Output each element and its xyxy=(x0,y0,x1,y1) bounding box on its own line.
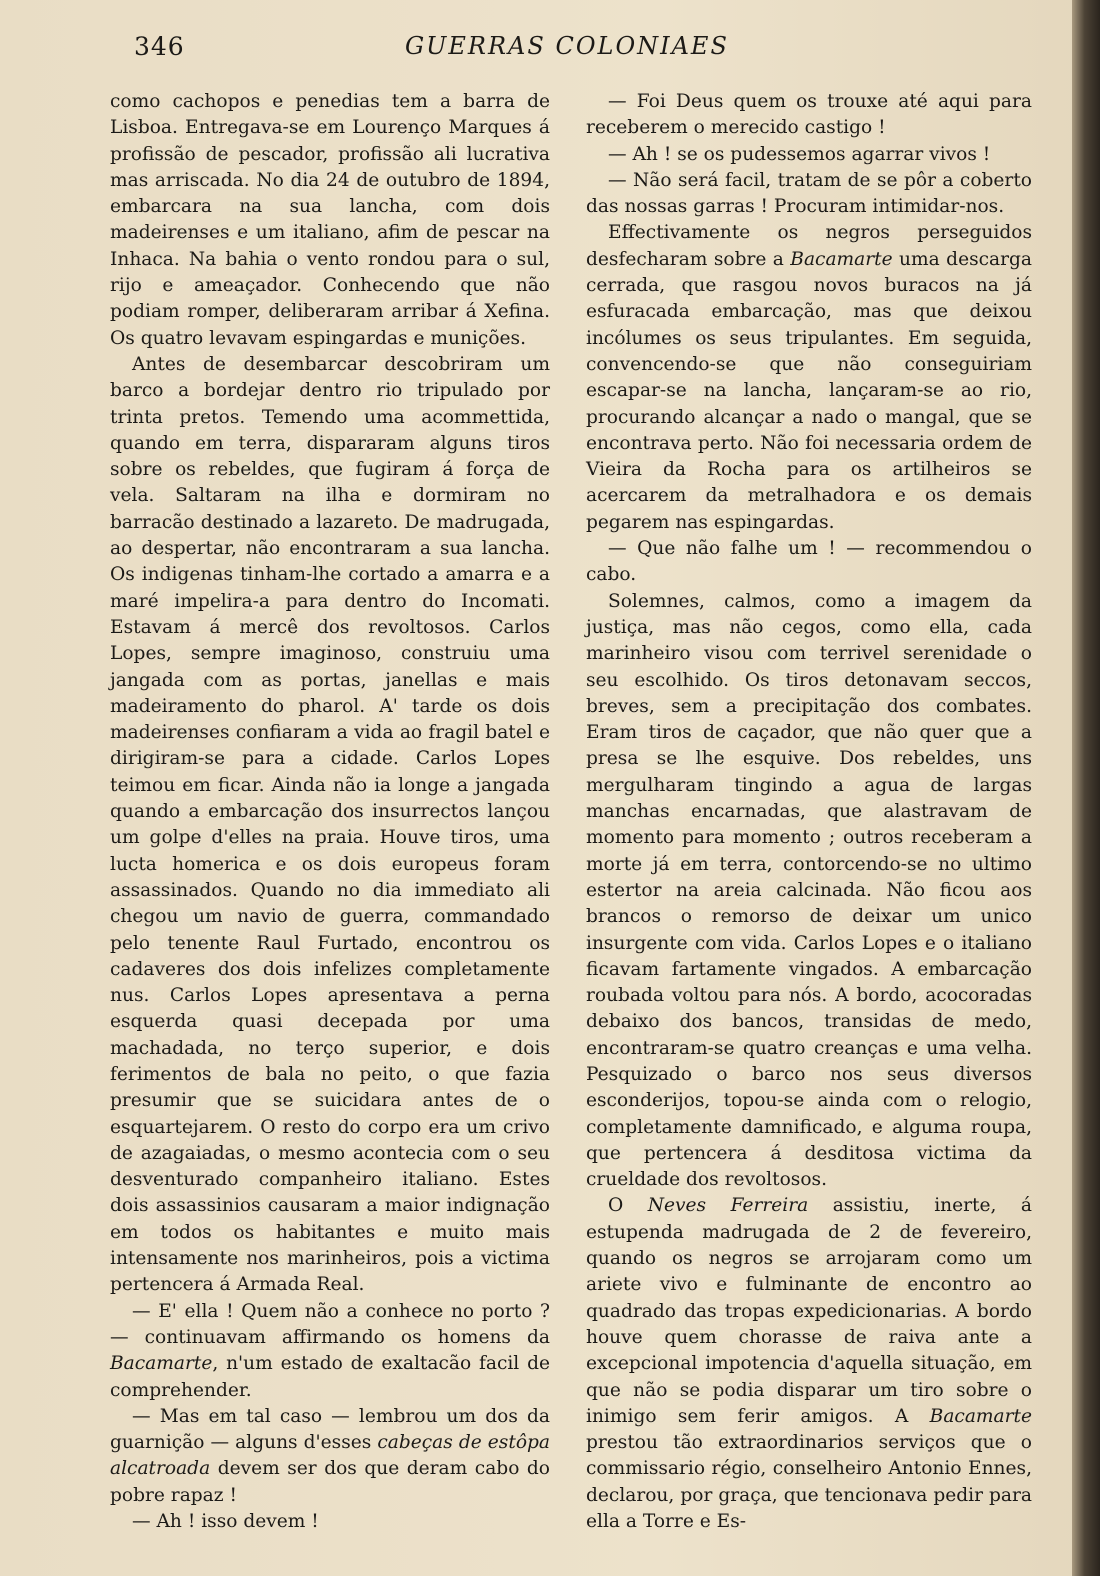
boat-name: Bacamarte xyxy=(110,1353,213,1375)
page-number: 346 xyxy=(134,32,185,61)
right-column xyxy=(586,89,1032,1535)
page-header xyxy=(0,28,1070,68)
text-run: O xyxy=(608,1195,648,1217)
text-run: assistiu, inerte, á estupenda madrugada de 2 de fevereiro, quando os negros se arrojaram como um ariete vivo e fulminante de encontro ao quadrado das tropas expedicionarias. A bordo houve quem chorasse de raiva ante a excepcional impotencia d'aquella situação, em que não se podia disparar um tiro sobre o inimigo sem ferir amigos. A xyxy=(586,1195,1033,1427)
dialogue-paragraph xyxy=(110,1299,550,1404)
italic-phrase: cabeças de estôpa alcatroada xyxy=(110,1432,550,1480)
paragraph: Solemnes, calmos, como a imagem da justiça, mas não cegos, como ella, cada marinheiro visou com terrivel serenidade o seu escolhido. Os tiros detonavam seccos, breves, sem a precipitação dos combates. Eram tiros de caçador, que não quer que a presa se lhe esquive. Dos rebeldes, uns mergulharam tingindo a agua de largas manchas encarnadas, que alastravam de momento para momento ; outros receberam a morte já em terra, contorcendo-se no ultimo estertor na areia calcinada. Não ficou aos brancos o remorso de deixar um unico insurgente com vida. Carlos Lopes e o italiano ficavam fartamente vingados. A embarcação roubada voltou para nós. A bordo, acocoradas debaixo dos bancos, transidas de medo, encontraram-se quatro creanças e uma velha. Pesquizado o barco nos seus diversos esconderijos, topou-se ainda com o relogio, completamente damnificado, e alguma roupa, que pertencera á desditosa victima da crueldade dos revoltosos. xyxy=(586,590,1032,1191)
running-title: GUERRAS COLONIAES xyxy=(405,32,729,60)
text-run: — Mas em tal caso — lembrou um dos da guarnição — alguns d'esses xyxy=(110,1405,550,1454)
text-run: , n'um estado de exaltacão facil de comprehender. xyxy=(110,1353,550,1401)
paragraph xyxy=(586,220,1032,536)
paragraph xyxy=(586,1193,1032,1535)
text-run: prestou tão extraordinarios serviços que o commissario régio, conselheiro Antonio Ennes, declarou, por graça, que tencionava pedir para ella a Torre e Es- xyxy=(586,1432,1032,1533)
ship-name: Neves Ferreira xyxy=(647,1195,809,1217)
text-run: uma descarga cerrada, que rasgou novos buracos na já esfuracada embarcação, mas que deixou incólumes os seus tripulantes. Em seguida, convencendo-se que não conseguiriam escapar-se na lancha, lançaram-se ao rio, procurando alcançar a nado o mangal, que se encontrava perto. Não foi necessaria ordem de Vieira da Rocha para os artilheiros se acercarem da metralhadora e os demais pegarem nas espingardas. xyxy=(586,248,1032,533)
text-run: devem ser dos que deram cabo do pobre rapaz ! xyxy=(110,1458,550,1506)
dialogue-paragraph: — Ah ! se os pudessemos agarrar vivos ! xyxy=(608,143,991,165)
boat-name: Bacamarte xyxy=(929,1405,1032,1427)
dialogue-paragraph: — Ah ! isso devem ! xyxy=(132,1511,319,1533)
paragraph: Antes de desembarcar descobriram um barco a bordejar dentro rio tripulado por trinta pretos. Temendo uma acommettida, quando em terra, dispararam alguns tiros sobre os rebeldes, que fugiram á força de vela. Saltaram na ilha e dormiram no barracão destinado a lazareto. De madrugada, ao despertar, não encontraram a sua lancha. Os indigenas tinham-lhe cortado a amarra e a maré impelira-a para dentro do Incomati. Estavam á mercê dos revoltosos. Carlos Lopes, sempre imaginoso, construiu uma jangada com as portas, janellas e mais madeiramento do pharol. A' tarde os dois madeirenses confiaram a vida ao fragil batel e dirigiram-se para a cidade. Carlos Lopes teimou em ficar. Ainda não ia longe a jangada quando a embarcação dos insurrectos lançou um golpe d'elles na praia. Houve tiros, uma lucta homerica e os dois europeus foram assassinados. Quando no dia immediato ali chegou um navio de guerra, commandado pelo tenente Raul Furtado, encontrou os cadaveres dos dois infelizes completamente nus. Carlos Lopes apresentava a perna esquerda quasi decepada por uma machadada, no terço superior, e dois ferimentos de bala no peito, o que fazia presumir que se suicidara antes de o esquartejarem. O resto do corpo era um crivo de azagaiadas, o mesmo acontecia com o seu desventurado companheiro italiano. Estes dois assassinios causaram a maior indignação em todos os habitantes e muito mais intensamente nos marinheiros, pois a victima pertencera á Armada Real. xyxy=(110,353,550,1296)
text-run: — E' ella ! Quem não a conhece no porto ? — continuavam affirmando os homens da xyxy=(110,1300,550,1348)
dialogue-paragraph xyxy=(110,1404,550,1509)
left-column xyxy=(110,89,550,1535)
book-spine-edge xyxy=(1072,0,1100,1576)
dialogue-paragraph: — Não será facil, tratam de se pôr a coberto das nossas garras ! Procuram intimidar-nos. xyxy=(586,169,1032,218)
dialogue-paragraph: — Que não falhe um ! — recommendou o cabo. xyxy=(586,538,1032,586)
dialogue-paragraph: — Foi Deus quem os trouxe até aqui para receberem o merecido castigo ! xyxy=(586,91,1032,139)
boat-name: Bacamarte xyxy=(790,248,893,270)
paragraph: como cachopos e penedias tem a barra de Lisboa. Entregava-se em Lourenço Marques á profissão de pescador, profissão ali lucrativa mas arriscada. No dia 24 de outubro de 1894, embarcara na sua lancha, com dois madeirenses e um italiano, afim de pescar na Inhaca. Na bahia o vento rondou para o sul, rijo e ameaçador. Conhecendo que não podiam romper, deliberaram arribar á Xefina. Os quatro levavam espingardas e munições. xyxy=(110,91,550,349)
text-run: Effectivamente os negros perseguidos desfecharam sobre a xyxy=(586,222,1032,270)
